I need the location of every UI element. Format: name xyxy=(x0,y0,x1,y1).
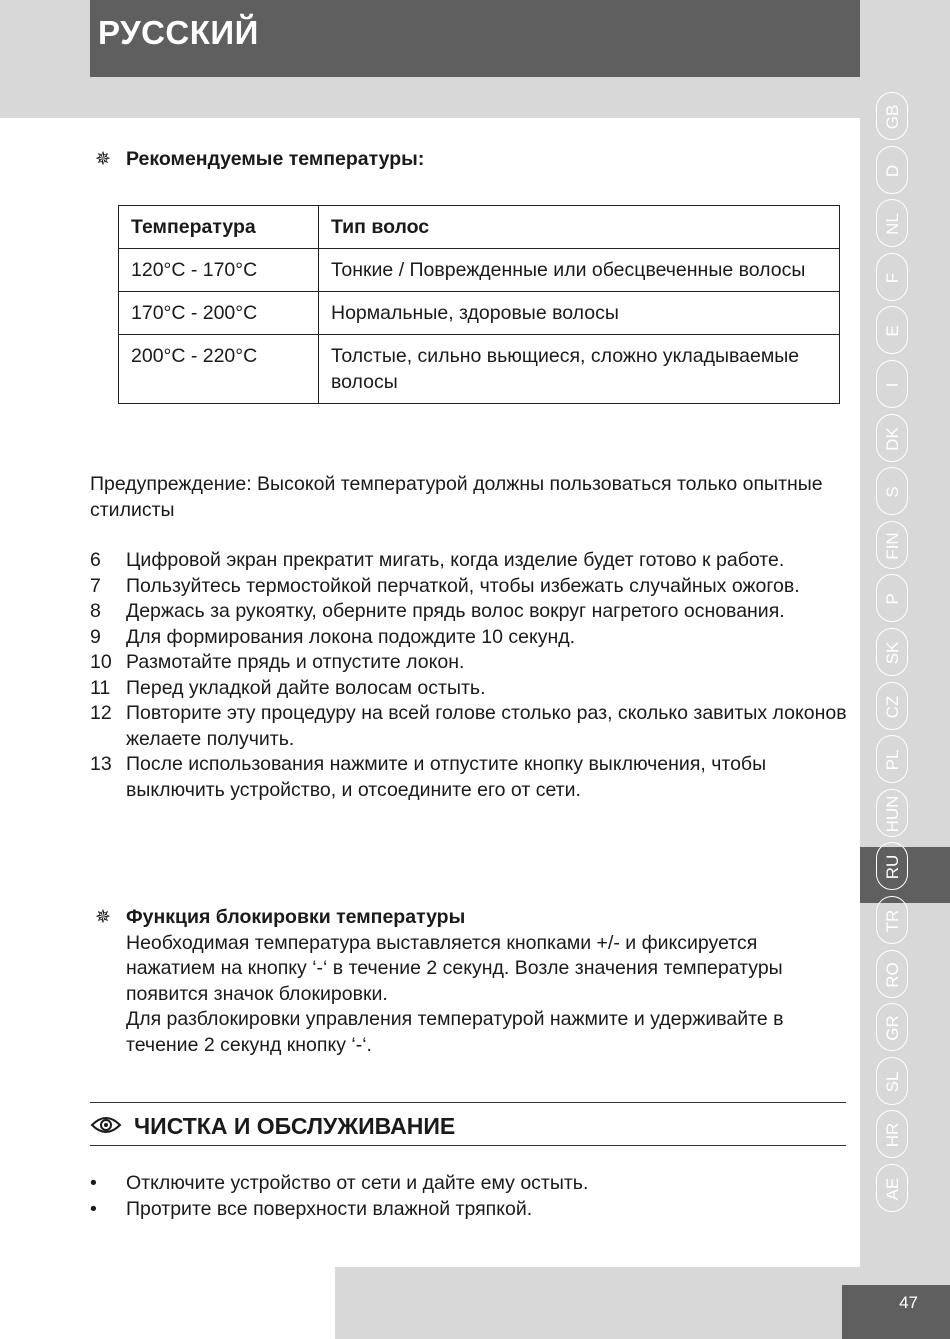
language-tab-hun[interactable] xyxy=(876,789,910,839)
language-tab-label: GB xyxy=(883,104,902,130)
table-header-cell: Температура xyxy=(119,206,319,249)
language-tab-label: S xyxy=(883,486,902,498)
language-tab-pl[interactable] xyxy=(876,735,910,785)
table-cell: 120°C - 170°C xyxy=(119,249,319,292)
language-tab-label: I xyxy=(883,382,902,388)
step-text: Размотайте прядь и отпустите локон. xyxy=(126,651,465,673)
step-number: 11 xyxy=(90,676,111,699)
list-item xyxy=(90,1197,850,1223)
list-item xyxy=(90,548,850,574)
language-tab-label: D xyxy=(883,164,902,177)
page-number-box xyxy=(842,1285,950,1339)
language-tab-label: E xyxy=(883,325,902,338)
star-burst-icon: ✵ xyxy=(95,149,111,170)
table-cell: 200°C - 220°C xyxy=(119,335,319,404)
language-tab-label: CZ xyxy=(883,695,902,718)
table-cell: Тонкие / Поврежденные или обесцвеченные волосы xyxy=(319,249,840,292)
page-number: 47 xyxy=(899,1293,918,1312)
language-tab-label: FIN xyxy=(883,532,902,560)
step-number: 12 xyxy=(90,702,112,724)
language-tab-label: GR xyxy=(883,1015,902,1041)
language-tab-tr[interactable] xyxy=(876,896,910,946)
lock-title: Функция блокировки температуры xyxy=(126,906,466,928)
language-tab-gr[interactable] xyxy=(876,1003,910,1053)
language-tab-label: HR xyxy=(883,1123,902,1148)
step-text: Пользуйтесь термостойкой перчаткой, чтобы избежать случайных ожогов. xyxy=(126,574,800,597)
bullet-icon: • xyxy=(90,1197,97,1220)
divider xyxy=(90,1145,846,1146)
language-tab-label: SL xyxy=(883,1071,902,1093)
language-tab-cz[interactable] xyxy=(876,682,910,732)
page-header xyxy=(90,0,860,77)
list-item xyxy=(90,650,850,676)
recommended-temps-title: Рекомендуемые температуры: xyxy=(126,148,425,170)
language-tab-s[interactable] xyxy=(876,467,910,517)
table-header-cell: Тип волос xyxy=(319,206,840,249)
table-row xyxy=(119,335,840,404)
cleaning-list xyxy=(90,1171,850,1222)
divider xyxy=(90,1102,846,1103)
language-tab-label: AE xyxy=(883,1177,902,1201)
table-cell: 170°C - 200°C xyxy=(119,292,319,335)
step-text: Повторите эту процедуру на всей голове столько раз, сколько завитых локонов желаете получить. xyxy=(126,702,847,750)
language-tab-ro[interactable] xyxy=(876,950,910,1000)
language-tab-hr[interactable] xyxy=(876,1110,910,1160)
page-title: РУССКИЙ xyxy=(98,14,259,51)
table-cell: Нормальные, здоровые волосы xyxy=(319,292,840,335)
language-tab-gb[interactable] xyxy=(876,92,910,142)
table-header-row xyxy=(119,206,840,249)
language-tab-label: TR xyxy=(883,909,902,933)
language-tab-label: HUN xyxy=(883,795,902,833)
bullet-text: Протрите все поверхности влажной тряпкой. xyxy=(126,1197,533,1220)
table-row xyxy=(119,292,840,335)
list-item xyxy=(90,574,850,600)
language-tab-dk[interactable] xyxy=(876,414,910,464)
bullet-text: Отключите устройство от сети и дайте ему остыть. xyxy=(126,1172,589,1194)
language-tab-label: SK xyxy=(883,641,902,665)
language-tab-label: RO xyxy=(883,961,902,988)
list-item xyxy=(90,1171,850,1197)
step-number: 7 xyxy=(90,574,101,597)
step-number: 9 xyxy=(90,625,101,648)
temperature-table xyxy=(118,205,840,404)
warning-text: Предупреждение: Высокой температурой должны пользоваться только опытные стилисты xyxy=(90,473,823,521)
step-number: 6 xyxy=(90,549,101,571)
list-item xyxy=(90,625,850,651)
language-tab-nl[interactable] xyxy=(876,199,910,249)
list-item xyxy=(90,701,850,752)
language-tab-label: NL xyxy=(883,213,902,236)
language-tab-ru[interactable] xyxy=(876,842,910,892)
bullet-icon: • xyxy=(90,1172,97,1194)
language-tab-sk[interactable] xyxy=(876,628,910,678)
language-tab-label: PL xyxy=(883,749,902,771)
step-text: Для формирования локона подождите 10 секунд. xyxy=(126,625,576,648)
eye-icon xyxy=(90,1113,122,1137)
language-tab-ae[interactable] xyxy=(876,1164,910,1214)
language-tab-label: F xyxy=(883,272,902,283)
language-tab-label: P xyxy=(883,593,902,606)
table-cell: Толстые, сильно вьющиеся, сложно укладываемые волосы xyxy=(319,335,840,404)
step-text: Перед укладкой дайте волосам остыть. xyxy=(126,676,486,699)
language-tab-i[interactable] xyxy=(876,360,910,410)
table-row xyxy=(119,249,840,292)
step-number: 13 xyxy=(90,753,112,775)
step-text: Держась за рукоятку, оберните прядь волос вокруг нагретого основания. xyxy=(126,600,785,622)
list-item xyxy=(90,676,850,702)
list-item xyxy=(90,599,850,625)
lock-paragraph: Необходимая температура выставляется кнопками +/- и фиксируется нажатием на кнопку ‘-‘ в течение 2 секунд. Возле значения температуры появится значок блокировки. xyxy=(126,931,783,1005)
list-item xyxy=(90,752,850,803)
step-number: 10 xyxy=(90,651,112,673)
step-text: Цифровой экран прекратит мигать, когда изделие будет готово к работе. xyxy=(126,549,785,571)
language-tab-label: RU xyxy=(883,855,902,880)
lock-paragraph: Для разблокировки управления температурой нажмите и удерживайте в течение 2 секунд кнопку ‘-‘. xyxy=(126,1008,784,1056)
step-text: После использования нажмите и отпустите кнопку выключения, чтобы выключить устройство, и отсоедините его от сети. xyxy=(126,753,767,801)
cleaning-title: ЧИСТКА И ОБСЛУЖИВАНИЕ xyxy=(134,1113,456,1139)
language-tab-label: DK xyxy=(883,426,902,451)
language-tab-f[interactable] xyxy=(876,253,910,303)
language-tab-fin[interactable] xyxy=(876,521,910,571)
language-tab-e[interactable] xyxy=(876,306,910,356)
language-tab-sl[interactable] xyxy=(876,1057,910,1107)
language-tab-d[interactable] xyxy=(876,146,910,196)
steps-list xyxy=(90,548,850,803)
lock-section xyxy=(90,905,850,1058)
step-number: 8 xyxy=(90,600,101,622)
star-burst-icon: ✵ xyxy=(95,907,111,928)
language-tab-p[interactable] xyxy=(876,574,910,624)
